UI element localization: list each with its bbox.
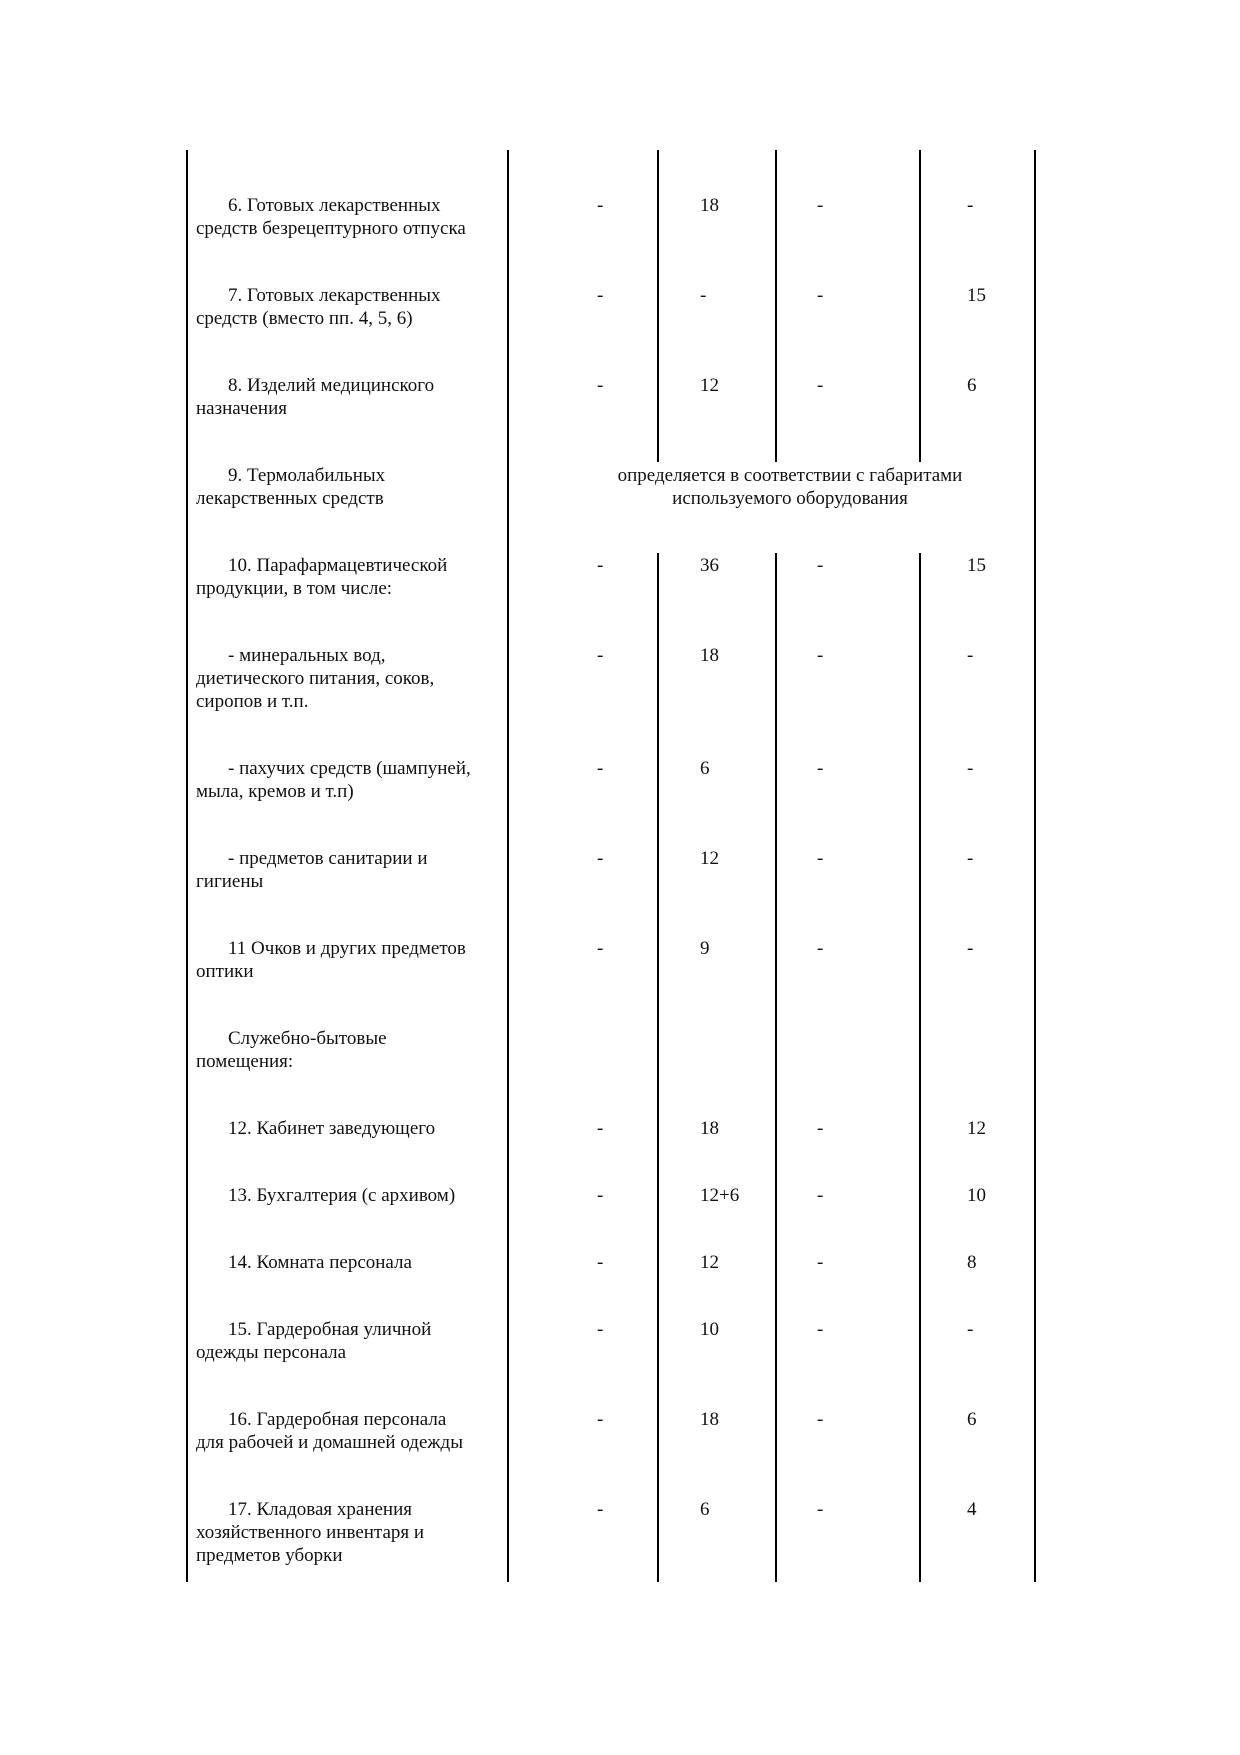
table-cell: - <box>817 848 824 869</box>
row-name <box>196 937 496 983</box>
table-cell: - <box>817 285 824 306</box>
table-cell: - <box>597 555 604 576</box>
row-name-line: 9. Термолабильных <box>228 465 386 486</box>
table-cell: - <box>817 1499 824 1520</box>
row-name <box>196 284 496 330</box>
table-cell: 12 <box>700 375 719 396</box>
table-cell: - <box>817 555 824 576</box>
row-name <box>196 194 496 240</box>
table-cell: 12 <box>967 1118 986 1139</box>
row-name-line: 6. Готовых лекарственных <box>228 195 441 216</box>
row-name-line: диетического питания, соков, <box>196 668 435 689</box>
table-cell: - <box>597 1252 604 1273</box>
table-divider-4 <box>919 553 921 1582</box>
row-name-line: 17. Кладовая хранения <box>228 1499 413 1520</box>
table-cell: 18 <box>700 645 719 666</box>
table-cell: - <box>597 1185 604 1206</box>
row-name-line: продукции, в том числе: <box>196 578 393 599</box>
row-name <box>196 644 496 713</box>
row-name-line: лекарственных средств <box>196 488 384 509</box>
table-cell: - <box>597 848 604 869</box>
row-name-line: 8. Изделий медицинского <box>228 375 435 396</box>
row-name-line: помещения: <box>196 1051 294 1072</box>
table-cell: 6 <box>967 375 977 396</box>
row-name-line: 7. Готовых лекарственных <box>228 285 441 306</box>
row-name-line: 14. Комната персонала <box>228 1252 412 1273</box>
table-cell: - <box>597 375 604 396</box>
merged-cell <box>515 464 1065 510</box>
table-cell: - <box>967 758 974 779</box>
table-cell: 10 <box>700 1319 719 1340</box>
table-cell: - <box>817 1252 824 1273</box>
merged-cell-line: определяется в соответствии с габаритами <box>617 465 963 486</box>
table-cell: - <box>967 195 974 216</box>
table-cell: 6 <box>700 1499 710 1520</box>
table-cell: 18 <box>700 1118 719 1139</box>
table-cell: 12 <box>700 1252 719 1273</box>
row-name <box>196 757 496 803</box>
table-cell: 15 <box>967 285 986 306</box>
row-name-line: для рабочей и домашней одежды <box>196 1432 463 1453</box>
table-cell: 15 <box>967 555 986 576</box>
row-name <box>196 1117 496 1140</box>
row-name-line: 13. Бухгалтерия (с архивом) <box>228 1185 456 1206</box>
row-name-line: - предметов санитарии и <box>228 848 428 869</box>
table-cell: - <box>597 645 604 666</box>
row-name-line: 11 Очков и других предметов <box>228 938 466 959</box>
row-name <box>196 1408 496 1454</box>
row-name-line: 15. Гардеробная уличной <box>228 1319 432 1340</box>
row-name <box>196 464 496 510</box>
row-name-line: предметов уборки <box>196 1545 343 1566</box>
table-cell: - <box>967 1319 974 1340</box>
table-cell: 9 <box>700 938 710 959</box>
row-name-line: 12. Кабинет заведующего <box>228 1118 436 1139</box>
row-name-line: одежды персонала <box>196 1342 347 1363</box>
table-cell: 8 <box>967 1252 977 1273</box>
table-cell: 18 <box>700 195 719 216</box>
row-name-line: средств (вместо пп. 4, 5, 6) <box>196 308 413 329</box>
table-cell: - <box>817 645 824 666</box>
row-name <box>196 1251 496 1274</box>
row-name-line: мыла, кремов и т.п) <box>196 781 354 802</box>
row-name-line: сиропов и т.п. <box>196 691 309 712</box>
table-cell: - <box>817 1118 824 1139</box>
table-cell: 10 <box>967 1185 986 1206</box>
table-divider-3 <box>775 150 777 462</box>
section-heading <box>196 1027 496 1073</box>
table-cell: - <box>597 1319 604 1340</box>
row-name-line: оптики <box>196 961 254 982</box>
table-cell: - <box>817 758 824 779</box>
table-cell: - <box>597 195 604 216</box>
row-name <box>196 374 496 420</box>
row-name-line: - минеральных вод, <box>228 645 386 666</box>
table-cell: 36 <box>700 555 719 576</box>
row-name-line: 10. Парафармацевтической <box>228 555 448 576</box>
table-cell: - <box>967 645 974 666</box>
table-cell: - <box>817 1185 824 1206</box>
table-cell: - <box>597 285 604 306</box>
table-cell: - <box>817 938 824 959</box>
row-name <box>196 847 496 893</box>
row-name-line: Служебно-бытовые <box>228 1028 387 1049</box>
table-border-left <box>186 150 188 1582</box>
table-divider-2 <box>657 553 659 1582</box>
row-name-line: средств безрецептурного отпуска <box>196 218 466 239</box>
row-name-line: гигиены <box>196 871 264 892</box>
table-cell: 4 <box>967 1499 977 1520</box>
table-divider-4 <box>919 150 921 462</box>
table-cell: - <box>597 1118 604 1139</box>
row-name <box>196 1184 496 1207</box>
table-cell: - <box>817 195 824 216</box>
table-cell: 6 <box>700 758 710 779</box>
row-name-line: 16. Гардеробная персонала <box>228 1409 447 1430</box>
row-name <box>196 554 496 600</box>
merged-cell-line: используемого оборудования <box>672 488 908 509</box>
table-cell: - <box>597 938 604 959</box>
table-cell: - <box>597 1409 604 1430</box>
table-cell: - <box>817 1409 824 1430</box>
table-cell: 18 <box>700 1409 719 1430</box>
table-cell: - <box>967 938 974 959</box>
table-cell: 12+6 <box>700 1185 740 1206</box>
table-divider-2 <box>657 150 659 462</box>
table-cell: - <box>817 1319 824 1340</box>
table-cell: - <box>597 1499 604 1520</box>
table-cell: - <box>817 375 824 396</box>
table-cell: 6 <box>967 1409 977 1430</box>
row-name <box>196 1498 496 1567</box>
row-name-line: - пахучих средств (шампуней, <box>228 758 471 779</box>
table-cell: - <box>597 758 604 779</box>
row-name-line: назначения <box>196 398 288 419</box>
row-name <box>196 1318 496 1364</box>
row-name-line: хозяйственного инвентаря и <box>196 1522 425 1543</box>
table-cell: - <box>700 285 707 306</box>
table-cell: - <box>967 848 974 869</box>
table-cell: 12 <box>700 848 719 869</box>
table-divider-3 <box>775 553 777 1582</box>
table-border-right <box>1034 150 1036 1582</box>
table-divider-1 <box>507 150 509 1582</box>
